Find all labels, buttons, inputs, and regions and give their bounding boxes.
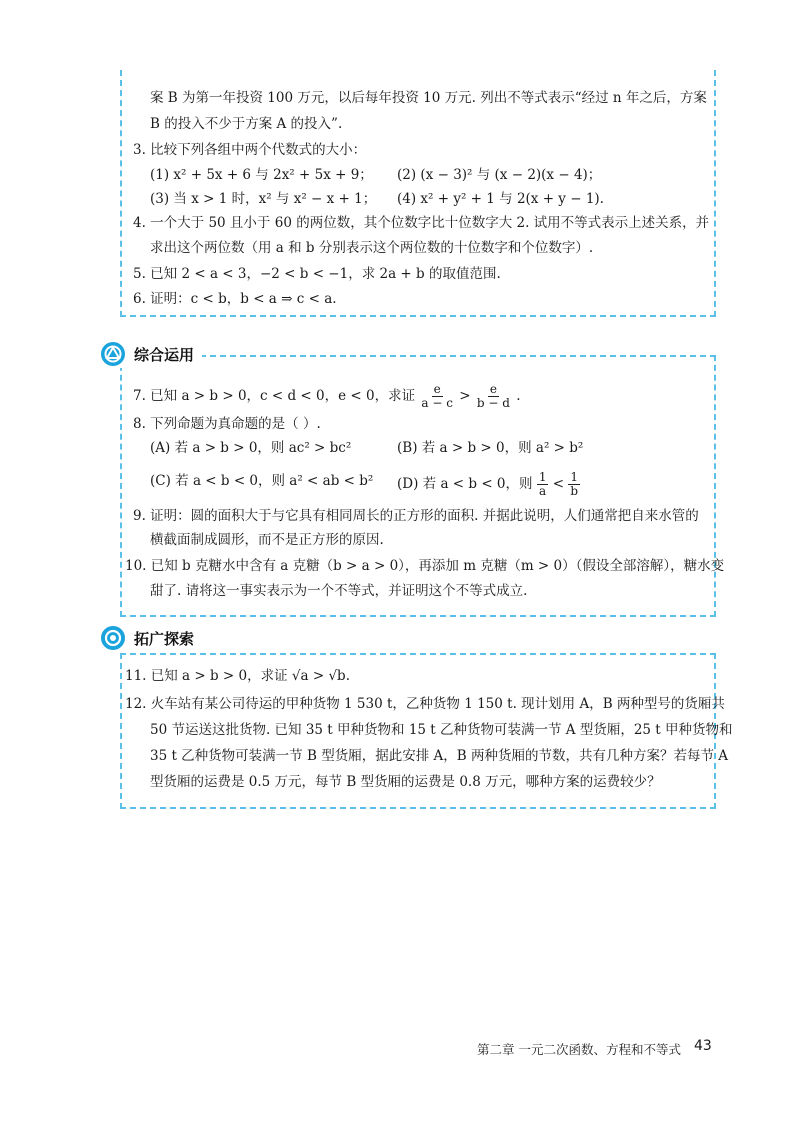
problem-5: 5. 已知 2 < a < 3，−2 < b < −1，求 2a + b 的取值范围. bbox=[133, 266, 501, 282]
fraction-numerator: 1 bbox=[538, 470, 547, 484]
problem-12-line-1: 12. 火车站有某公司待运的甲种货物 1 530 t，乙种货物 1 150 t. 现计划用 A，B 两种型号的货厢共 bbox=[125, 696, 725, 712]
problem-8-option-a: (A) 若 a > b > 0，则 ac² > bc² bbox=[150, 440, 352, 456]
problem-3-item-2: (2) (x − 3)² 与 (x − 2)(x − 4)； bbox=[397, 167, 602, 183]
problem-8-option-b: (B) 若 a > b > 0，则 a² > b² bbox=[397, 440, 584, 456]
fraction-1-over-b bbox=[568, 471, 580, 498]
triangle-circle-icon bbox=[100, 341, 126, 367]
section-title-extension: 拓广探索 bbox=[134, 629, 195, 648]
problem-12-line-3: 35 t 乙种货物可装满一节 B 型货厢，据此安排 A，B 两种货厢的节数，共有几种方案？若每节 A bbox=[150, 748, 728, 764]
problem-2-line-2: B 的投入不少于方案 A 的投入”. bbox=[150, 116, 343, 132]
problem-2-line-1: 案 B 为第一年投资 100 万元，以后每年投资 10 万元. 列出不等式表示“经过 n 年之后，方案 bbox=[150, 90, 707, 106]
fraction-denominator: b − d bbox=[476, 396, 510, 410]
problem-8-option-d bbox=[397, 471, 580, 498]
problem-3-item-4: (4) x² + y² + 1 与 2(x + y − 1). bbox=[397, 191, 604, 207]
ring-icon bbox=[100, 625, 126, 651]
page-number: 43 bbox=[694, 1038, 712, 1054]
problem-9-line-1: 9. 证明：圆的面积大于与它具有相同周长的正方形的面积. 并据此说明，人们通常把自来水管的 bbox=[133, 508, 699, 524]
greater-than-sign: > bbox=[459, 388, 471, 404]
problem-10-line-2: 甜了. 请将这一事实表示为一个不等式，并证明这个不等式成立. bbox=[150, 583, 528, 599]
section-header-extension bbox=[100, 624, 202, 652]
problem-12-line-4: 型货厢的运费是 0.5 万元，每节 B 型货厢的运费是 0.8 万元，哪种方案的运费较少？ bbox=[150, 774, 661, 790]
problem-3: 3. 比较下列各组中两个代数式的大小： bbox=[133, 142, 367, 158]
problem-7-text: 7. 已知 a > b > 0，c < d < 0，e < 0，求证 bbox=[133, 388, 416, 404]
section-title-comprehensive: 综合运用 bbox=[134, 345, 195, 364]
fraction-numerator: e bbox=[489, 382, 497, 396]
problem-12-line-2: 50 节运送这批货物. 已知 35 t 甲种货物和 15 t 乙种货物可装满一节 A 型货厢，25 t 甲种货物和 bbox=[150, 722, 733, 738]
fraction-denominator: a bbox=[539, 484, 547, 498]
problem-9-line-2: 横截面制成圆形，而不是正方形的原因. bbox=[150, 532, 384, 548]
fraction-e-over-b-minus-d bbox=[475, 383, 512, 410]
fraction-denominator: a − c bbox=[421, 396, 453, 410]
problem-7 bbox=[133, 383, 521, 410]
chapter-footer: 第二章 一元二次函数、方程和不等式 bbox=[477, 1042, 681, 1057]
problem-6: 6. 证明：c < b，b < a ⇒ c < a. bbox=[133, 291, 337, 307]
problem-10-line-1: 10. 已知 b 克糖水中含有 a 克糖（b > a > 0），再添加 m 克糖（m > 0）（假设全部溶解），糖水变 bbox=[125, 558, 725, 574]
fraction-numerator: e bbox=[433, 382, 441, 396]
problem-3-item-1: (1) x² + 5x + 6 与 2x² + 5x + 9； bbox=[150, 167, 373, 183]
section-header-comprehensive bbox=[100, 340, 202, 368]
less-than-sign: < bbox=[552, 476, 565, 492]
problem-11: 11. 已知 a > b > 0，求证 √a > √b. bbox=[125, 668, 350, 684]
fraction-e-over-a-minus-c bbox=[419, 383, 455, 410]
fraction-numerator: 1 bbox=[570, 470, 579, 484]
problem-3-item-3: (3) 当 x > 1 时，x² 与 x² − x + 1； bbox=[150, 191, 377, 207]
problem-4-line-2: 求出这个两位数（用 a 和 b 分别表示这个两位数的十位数字和个位数字）. bbox=[150, 240, 594, 256]
period: . bbox=[516, 388, 521, 404]
problem-4-line-1: 4. 一个大于 50 且小于 60 的两位数，其个位数字比十位数字大 2. 试用不等式表示上述关系，并 bbox=[133, 215, 710, 231]
problem-8: 8. 下列命题为真命题的是（ ）. bbox=[133, 416, 321, 432]
fraction-denominator: b bbox=[570, 484, 579, 498]
option-d-text: (D) 若 a < b < 0，则 bbox=[397, 476, 533, 492]
fraction-1-over-a bbox=[537, 471, 549, 498]
problem-8-option-c: (C) 若 a < b < 0，则 a² < ab < b² bbox=[150, 473, 374, 489]
